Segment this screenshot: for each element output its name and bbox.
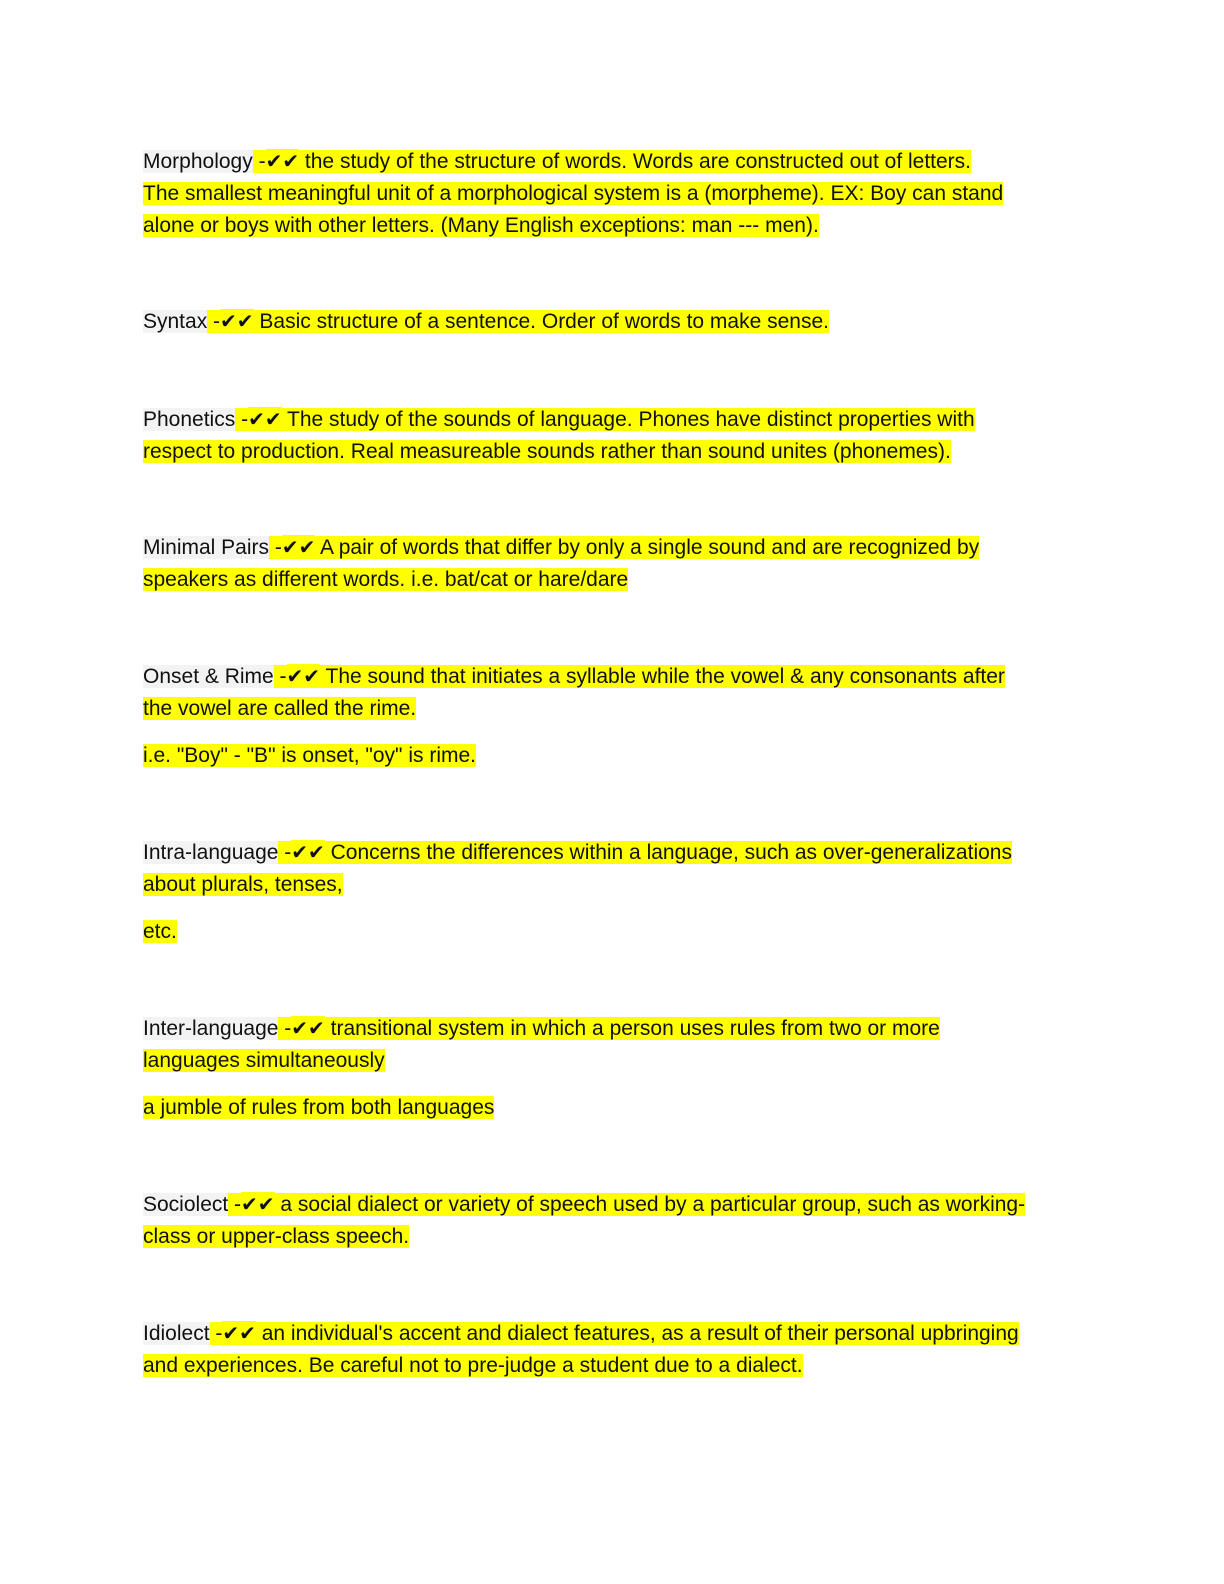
- definition-line: [143, 1221, 1083, 1253]
- definition-line: [143, 178, 1083, 210]
- definition-line: [143, 1350, 1083, 1382]
- double-check-icon: ✔✔: [291, 840, 325, 864]
- double-check-icon: ✔✔: [220, 309, 254, 333]
- definition-text: The smallest meaningful unit of a morphological system is a (morpheme). EX: Boy can stand: [143, 182, 1004, 205]
- definition-text: The study of the sounds of language. Phones have distinct properties with: [281, 408, 975, 431]
- entry-first-line: [143, 531, 1083, 564]
- definition-text: alone or boys with other letters. (Many English exceptions: man --- men).: [143, 214, 819, 237]
- entry-first-line: [143, 145, 1083, 178]
- entry-first-line: [143, 1012, 1083, 1045]
- term-label: Intra-language: [143, 841, 279, 864]
- definition-line: [143, 693, 1083, 725]
- term-label: Minimal Pairs: [143, 536, 270, 559]
- double-check-icon: ✔✔: [222, 1321, 256, 1345]
- double-check-icon: ✔✔: [286, 664, 321, 688]
- definition-line: [143, 564, 1083, 596]
- term-label: Inter-language: [143, 1017, 279, 1040]
- entry-morphology: [143, 145, 1083, 242]
- definition-text: about plurals, tenses,: [143, 873, 343, 896]
- separator: -: [235, 408, 249, 431]
- definition-line: [143, 869, 1083, 901]
- double-check-icon: ✔✔: [265, 149, 300, 173]
- separator: -: [273, 665, 287, 688]
- entry-inter-language: [143, 1012, 1083, 1124]
- definition-text: Concerns the differences within a language, such as over-generalizations: [324, 841, 1012, 864]
- definition-extra-line: [143, 740, 1083, 772]
- separator: -: [252, 150, 266, 173]
- definition-text: The sound that initiates a syllable while the vowel & any consonants after: [320, 665, 1005, 688]
- definition-text: respect to production. Real measureable sounds rather than sound unites (phonemes).: [143, 440, 951, 463]
- entry-idiolect: [143, 1317, 1083, 1382]
- entry-first-line: [143, 1317, 1083, 1350]
- entry-minimal-pairs: [143, 531, 1083, 596]
- definition-text: an individual's accent and dialect features, as a result of their personal upbringing: [255, 1322, 1019, 1345]
- definition-text: A pair of words that differ by only a single sound and are recognized by: [315, 536, 980, 559]
- entry-sociolect: [143, 1188, 1083, 1253]
- entry-first-line: [143, 1188, 1083, 1221]
- term-label: Onset & Rime: [143, 665, 274, 688]
- term-label: Idiolect: [143, 1322, 210, 1345]
- entry-phonetics: [143, 403, 1083, 468]
- entry-first-line: [143, 660, 1083, 693]
- definition-text: etc.: [143, 920, 177, 943]
- entry-intra-language: [143, 836, 1083, 948]
- definition-text: i.e. "Boy" - "B" is onset, "oy" is rime.: [143, 744, 476, 767]
- double-check-icon: ✔✔: [291, 1016, 325, 1040]
- entry-onset-rime: [143, 660, 1083, 772]
- separator: -: [207, 310, 221, 333]
- entry-first-line: [143, 305, 1083, 338]
- term-label: Morphology: [143, 150, 253, 173]
- definition-text: languages simultaneously: [143, 1049, 385, 1072]
- definition-text: class or upper-class speech.: [143, 1225, 410, 1248]
- separator: -: [228, 1193, 242, 1216]
- definition-text: a jumble of rules from both languages: [143, 1096, 495, 1119]
- definition-line: [143, 1045, 1083, 1077]
- term-label: Sociolect: [143, 1193, 229, 1216]
- term-label: Syntax: [143, 310, 208, 333]
- entry-first-line: [143, 403, 1083, 436]
- definition-extra-line: [143, 1092, 1083, 1124]
- separator: -: [278, 841, 292, 864]
- double-check-icon: ✔✔: [248, 407, 282, 431]
- separator: -: [209, 1322, 223, 1345]
- entry-syntax: [143, 305, 1083, 338]
- definition-text: a social dialect or variety of speech used by a particular group, such as working-: [274, 1193, 1026, 1216]
- entry-first-line: [143, 836, 1083, 869]
- double-check-icon: ✔✔: [281, 535, 316, 559]
- definition-text: speakers as different words. i.e. bat/cat or hare/dare: [143, 568, 629, 591]
- definition-extra-line: [143, 916, 1083, 948]
- double-check-icon: ✔✔: [241, 1192, 275, 1216]
- definition-text: transitional system in which a person uses rules from two or more: [324, 1017, 940, 1040]
- definition-line: [143, 436, 1083, 468]
- separator: -: [278, 1017, 292, 1040]
- definition-text: and experiences. Be careful not to pre-judge a student due to a dialect.: [143, 1354, 803, 1377]
- definition-line: [143, 210, 1083, 242]
- definition-text: the vowel are called the rime.: [143, 697, 417, 720]
- term-label: Phonetics: [143, 408, 236, 431]
- separator: -: [269, 536, 282, 559]
- definition-text: the study of the structure of words. Words are constructed out of letters.: [299, 150, 972, 173]
- definition-text: Basic structure of a sentence. Order of words to make sense.: [253, 310, 829, 333]
